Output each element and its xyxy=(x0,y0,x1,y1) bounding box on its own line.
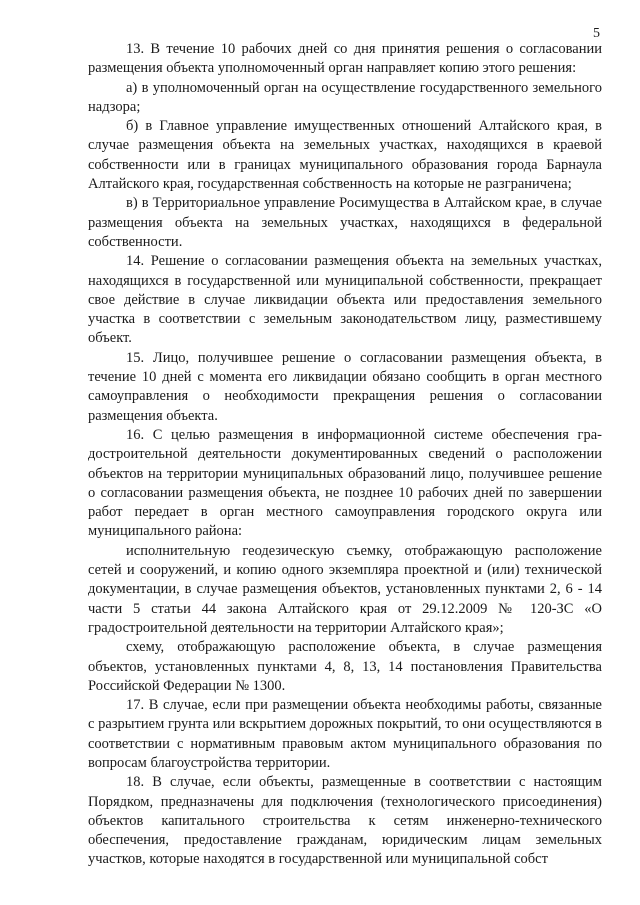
paragraph-16-item-survey: исполнительную геодезическую съемку, отображающую расположение сетей и сооружений, и копию одного экземпляра проектной и (или) технической документации, в случае размещения объектов, установленных пунктами 2, 6 - 14 части 5 статьи 44 закона Алтайского края от 29.12.2009 № 120-ЗС «О градостроительной деятельности на территории Алтайского края»; xyxy=(88,542,602,636)
paragraph-13: 13. В течение 10 рабочих дней со дня принятия решения о согласовании размещения объекта уполномоченный орган направляет копию этого решения: xyxy=(88,41,602,77)
page-number: 5 xyxy=(593,26,600,41)
paragraph-16: 16. С целью размещения в информационной системе обеспечения градостроительной деятельности документированных сведений о расположении объектов на территории муниципальных образований лицо, получившее решение о согласовании размещения объекта, не позднее 10 рабочих дней по завершении работ передает в орган местного самоуправления городского округа или муниципального района: xyxy=(88,426,602,540)
paragraph-16-item-scheme: схему, отображающую расположение объекта, в случае размещения объектов, установленных пунктами 4, 8, 13, 14 постановления Правительства Российской Федерации № 1300. xyxy=(88,639,602,694)
paragraph-17: 17. В случае, если при размещении объекта необходимы работы, связанные с разрытием грунта или вскрытием дорожных покрытий, то они осуществляются в соответствии с нормативным правовым актом муниципального образования по вопросам благоустройства территории. xyxy=(88,697,602,771)
paragraph-14: 14. Решение о согласовании размещения объекта на земельных участках, находящихся в государственной или муниципальной собственности, прекращает свое действие в случае ликвидации объекта или предоставления земельного участка в соответствии с земельным законодательством лицу, разместившему объект. xyxy=(88,253,602,347)
paragraph-13-item-a: а) в уполномоченный орган на осуществление государственного земельного надзора; xyxy=(88,79,602,115)
paragraph-13-item-v: в) в Территориальное управление Росимущества в Алтайском крае, в случае размещения объекта на земельных участках, находящихся в федеральной собственности. xyxy=(88,195,602,250)
paragraph-13-item-b: б) в Главное управление имущественных отношений Алтайского края, в случае размещения объекта на земельных участках, находящихся в краевой собственности или в границах муниципального образования города Барнаула Алтайского края, государственная собственность на которые не разграничена; xyxy=(88,118,602,193)
document-body xyxy=(88,40,602,870)
paragraph-15: 15. Лицо, получившее решение о согласовании размещения объекта, в течение 10 дней с момента его ликвидации обязано сообщить в орган местного самоуправления о необходимости прекращения решения о согласовании размещения объекта. xyxy=(88,349,602,424)
paragraph-18: 18. В случае, если объекты, размещенные в соответствии с настоящим Порядком, предназначены для подключения (технологического присоединения) объектов капитального строительства к сетям инженерно-технического обеспечения, предоставление гражданам, юридическим лицам земельных участков, которые находятся в государственной или муниципальной собст xyxy=(88,774,602,868)
